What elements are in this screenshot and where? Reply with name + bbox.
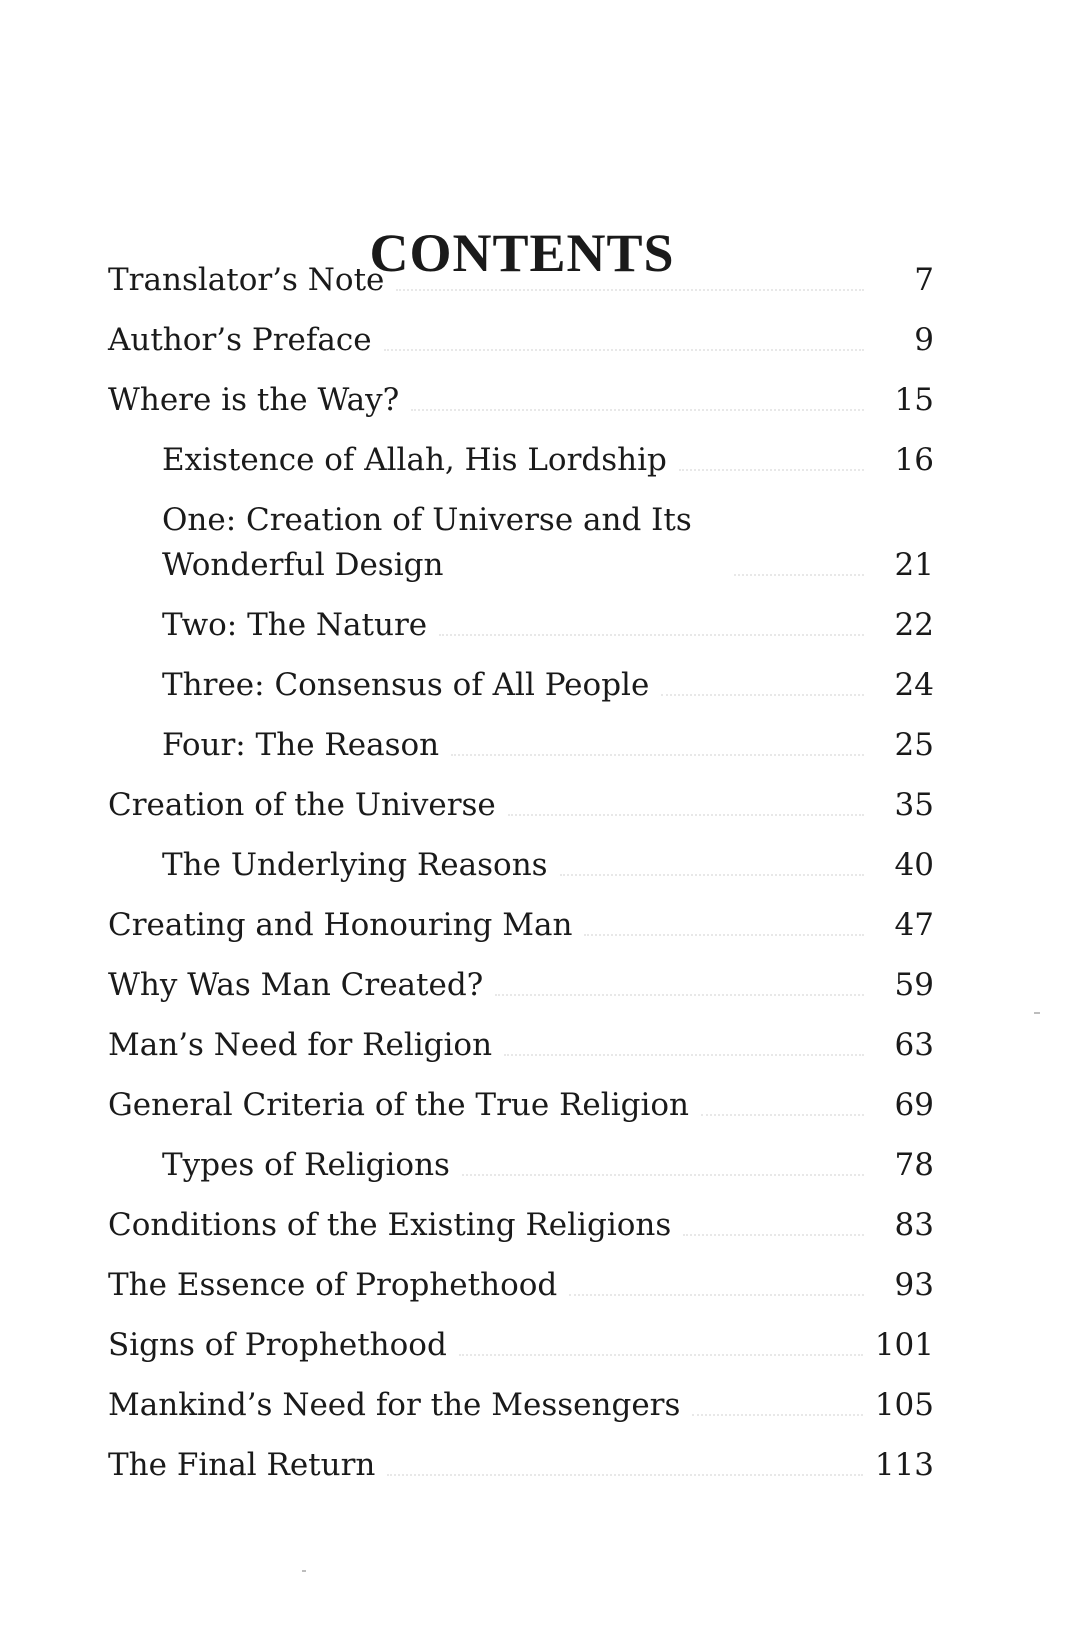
dot-leader [692, 1414, 862, 1416]
toc-page-number: 9 [914, 322, 934, 358]
dot-leader [387, 1474, 862, 1476]
dot-leader [459, 1354, 863, 1356]
toc-entry [108, 1383, 934, 1428]
toc-entry-label: Types of Religions [162, 1147, 450, 1183]
dot-leader [504, 1054, 864, 1056]
dot-leader [560, 874, 864, 876]
toc-entry [108, 1323, 934, 1368]
dot-leader [661, 694, 864, 696]
toc-page-number: 24 [894, 667, 934, 703]
dot-leader [411, 409, 864, 411]
toc-subentry [108, 603, 934, 648]
toc-page-number: 63 [894, 1027, 934, 1063]
dot-leader [396, 289, 864, 291]
toc-page-number: 25 [894, 727, 934, 763]
toc-entry [108, 258, 934, 303]
dot-leader [683, 1234, 864, 1236]
toc-entry-label: Creation of the Universe [108, 787, 496, 823]
dot-leader [508, 814, 864, 816]
page-title: CONTENTS [369, 223, 675, 284]
dot-leader [451, 754, 864, 756]
toc-page-number: 113 [874, 1447, 934, 1483]
toc-page-number: 21 [894, 547, 934, 583]
dot-leader [462, 1174, 864, 1176]
dot-leader [384, 349, 864, 351]
dot-leader [734, 574, 864, 576]
toc-entry-label: One: Creation of Universe and Its Wonderful Design [162, 502, 692, 583]
dot-leader [569, 1294, 864, 1296]
dot-leader [495, 994, 864, 996]
toc-page-number: 93 [894, 1267, 934, 1303]
toc-subentry [108, 663, 934, 708]
toc-page-number: 69 [894, 1087, 934, 1123]
toc-subentry [108, 498, 934, 588]
dot-leader [679, 469, 864, 471]
dot-leader [584, 934, 864, 936]
toc-entry [108, 963, 934, 1008]
toc-entry-label: Three: Consensus of All People [162, 667, 650, 703]
toc-entry [108, 1443, 934, 1488]
dot-leader [701, 1114, 864, 1116]
toc-entry [108, 903, 934, 948]
toc-entry-label: Conditions of the Existing Religions [108, 1207, 672, 1243]
toc-entry-label: The Underlying Reasons [162, 847, 548, 883]
toc-entry-label: Signs of Prophethood [108, 1327, 447, 1363]
toc-page-number: 40 [894, 847, 934, 883]
toc-entry [108, 1023, 934, 1068]
toc-entry [108, 1083, 934, 1128]
toc-entry [108, 318, 934, 363]
toc-subentry [108, 723, 934, 768]
toc-page-number: 35 [894, 787, 934, 823]
toc-entry [108, 1203, 934, 1248]
toc-entry-label: Existence of Allah, His Lordship [162, 442, 667, 478]
toc-entry-label: Man’s Need for Religion [108, 1027, 493, 1063]
dot-leader [439, 634, 864, 636]
toc-entry-label: General Criteria of the True Religion [108, 1087, 689, 1123]
toc-page-number: 83 [894, 1207, 934, 1243]
toc-page-number: 78 [894, 1147, 934, 1183]
toc-entry-label: Where is the Way? [108, 382, 400, 418]
toc-subentry [108, 438, 934, 483]
scan-speck [1034, 1012, 1040, 1014]
toc-entry [108, 783, 934, 828]
toc-subentry [108, 1143, 934, 1188]
toc-entry-label: Author’s Preface [108, 322, 372, 358]
toc-page-number: 16 [894, 442, 934, 478]
toc-page-number: 59 [894, 967, 934, 1003]
toc-subentry [108, 843, 934, 888]
toc-entry-label: Mankind’s Need for the Messengers [108, 1387, 681, 1423]
toc-entry-label: The Final Return [108, 1447, 376, 1483]
toc-entry-label: Creating and Honouring Man [108, 907, 573, 943]
toc-page-number: 7 [914, 262, 934, 298]
scan-speck [302, 1570, 306, 1572]
toc-entry-label: Why Was Man Created? [108, 967, 484, 1003]
toc-page-number: 47 [894, 907, 934, 943]
toc-entry [108, 378, 934, 423]
toc-entry-label: The Essence of Prophethood [108, 1267, 558, 1303]
toc-entry-label: Two: The Nature [162, 607, 428, 643]
toc-page-number: 101 [874, 1327, 934, 1363]
toc-page-number: 105 [874, 1387, 934, 1423]
table-of-contents [108, 258, 934, 1503]
toc-entry [108, 1263, 934, 1308]
toc-page-number: 22 [894, 607, 934, 643]
toc-entry-label: Translator’s Note [108, 262, 385, 298]
toc-entry-label: Four: The Reason [162, 727, 440, 763]
toc-page-number: 15 [894, 382, 934, 418]
